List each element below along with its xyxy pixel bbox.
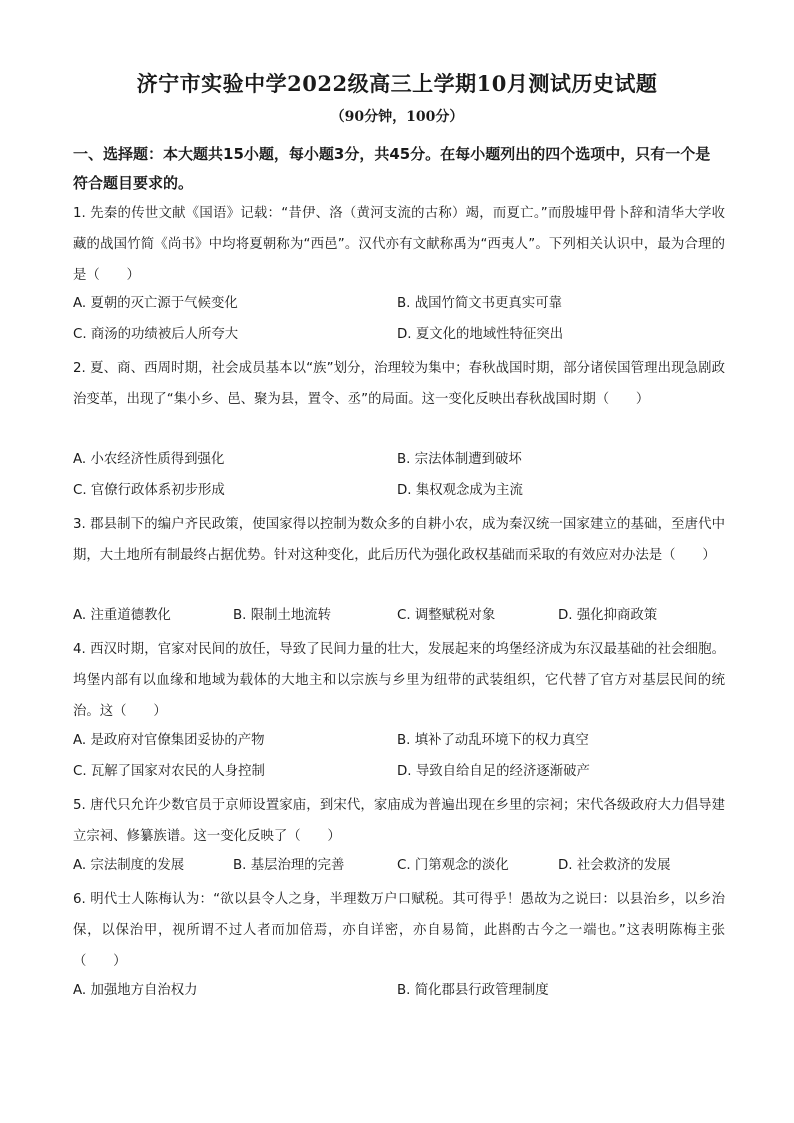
question-6-option-a: A. 加强地方自治权力 — [73, 983, 198, 998]
question-3-stem: 3. 郡县制下的编户齐民政策，使国家得以控制为数众多的自耕小农，成为秦汉统一国家建立的基础，至唐代中期，大土地所有制最终占据优势。针对这种变化，此后历代为强化政权基础而采取的有效应对办法是（ ） — [73, 517, 725, 563]
question-5-option-b: B. 基层治理的完善 — [233, 858, 345, 873]
question-1-option-c: C. 商汤的功绩被后人所夸大 — [73, 327, 239, 342]
question-4-stem: 4. 西汉时期，官家对民间的放任，导致了民间力量的壮大，发展起来的坞堡经济成为东汉最基础的社会细胞。坞堡内部有以血缘和地域为载体的大地主和以宗族与乡里为纽带的武装组织，它代替了官方对基层民间的统治。这（ ） — [73, 642, 725, 719]
question-2-stem: 2. 夏、商、西周时期，社会成员基本以“族”划分，治理较为集中；春秋战国时期，部分诸侯国管理出现急剧政治变革，出现了“集小乡、邑、聚为县，置令、丞”的局面。这一变化反映出春秋战国时期（ ） — [73, 361, 725, 407]
exam-time-score: （90分钟，100分） — [330, 109, 464, 125]
question-4-option-c: C. 瓦解了国家对农民的人身控制 — [73, 764, 265, 779]
question-6-option-b: B. 简化郡县行政管理制度 — [397, 983, 549, 998]
question-2-option-b: B. 宗法体制遭到破坏 — [397, 452, 522, 467]
question-3-option-c: C. 调整赋税对象 — [397, 608, 496, 623]
question-3-option-d: D. 强化抑商政策 — [558, 608, 658, 623]
question-4-option-a: A. 是政府对官僚集团妥协的产物 — [73, 733, 265, 748]
question-6-stem: 6. 明代士人陈梅认为：“欲以县令人之身，半理数万户口赋税。其可得乎！愚故为之说曰：以县治乡，以乡治保，以保治甲，视所谓不过人者而加倍焉，亦自详密，亦自易简，此斟酌古今之一端也。”这表明陈梅主张（ ） — [73, 892, 725, 969]
section-heading: 一、选择题：本大题共15小题，每小题3分，共45分。在每小题列出的四个选项中，只有一个是符合题目要求的。 — [73, 145, 711, 192]
question-2-option-c: C. 官僚行政体系初步形成 — [73, 483, 225, 498]
question-3-option-a: A. 注重道德教化 — [73, 608, 171, 623]
question-5-option-d: D. 社会救济的发展 — [558, 858, 671, 873]
question-4-option-d: D. 导致自给自足的经济逐渐破产 — [397, 764, 590, 779]
page-title: 济宁市实验中学2022级高三上学期10月测试历史试题 — [136, 71, 658, 96]
question-5-option-a: A. 宗法制度的发展 — [73, 858, 185, 873]
question-3-option-b: B. 限制土地流转 — [233, 608, 332, 623]
question-2-option-d: D. 集权观念成为主流 — [397, 483, 523, 498]
question-1-option-a: A. 夏朝的灭亡源于气候变化 — [73, 296, 238, 311]
question-1-stem: 1. 先秦的传世文献《国语》记载：“昔伊、洛（黄河支流的古称）竭，而夏亡。”而殷墟甲骨卜辞和清华大学收藏的战国竹简《尚书》中均将夏朝称为“西邑”。汉代亦有文献称禹为“西夷人”。下列相关认识中，最为合理的是（ ） — [73, 206, 725, 283]
question-1-option-b: B. 战国竹简文书更真实可靠 — [397, 296, 562, 311]
question-4-option-b: B. 填补了动乱环境下的权力真空 — [397, 733, 589, 748]
question-2-option-a: A. 小农经济性质得到强化 — [73, 452, 225, 467]
question-5-option-c: C. 门第观念的淡化 — [397, 858, 509, 873]
question-5-stem: 5. 唐代只允许少数官员于京师设置家庙，到宋代，家庙成为普遍出现在乡里的宗祠；宋代各级政府大力倡导建立宗祠、修纂族谱。这一变化反映了（ ） — [73, 798, 725, 844]
question-1-option-d: D. 夏文化的地域性特征突出 — [397, 327, 564, 342]
